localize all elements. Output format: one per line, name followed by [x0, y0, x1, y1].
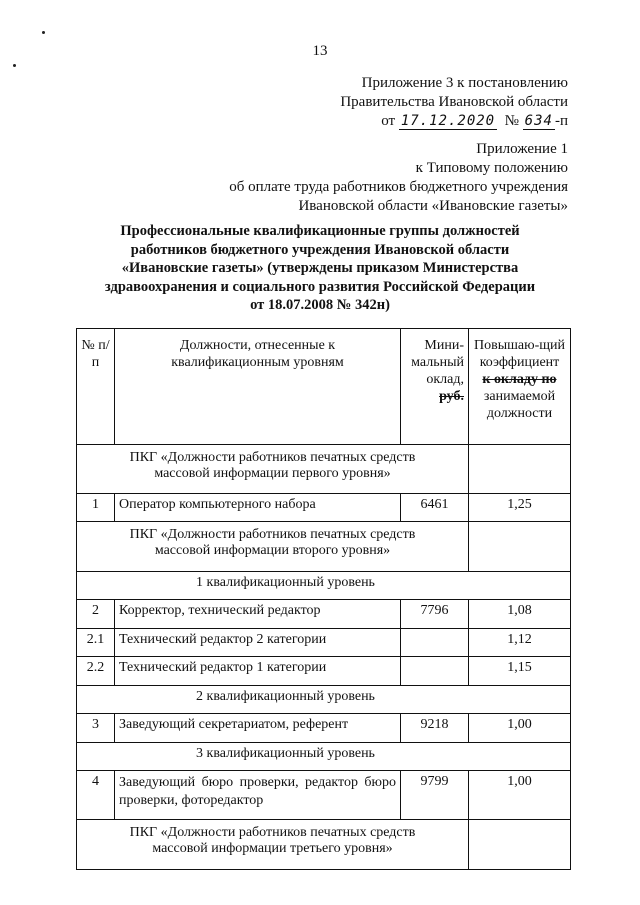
row-salary: 7796 [401, 600, 469, 629]
table-row [77, 657, 571, 686]
row-num: 3 [77, 714, 115, 743]
header-coef-text2: занимаемой должности [483, 389, 556, 421]
appendix-1-line3: об оплате труда работников бюджетного учреждения [229, 179, 568, 195]
table-row [77, 629, 571, 657]
header-position: Должности, отнесенные к квалификационным уровням [115, 329, 401, 445]
appendix-1-line1: Приложение 1 [476, 141, 568, 157]
row-coefficient: 1,15 [469, 657, 571, 686]
table-row [77, 714, 571, 743]
group-heading: ПКГ «Должности работников печатных средств массовой информации второго уровня» [77, 522, 469, 572]
document-title [80, 222, 560, 315]
header-salary-unit: руб. [439, 389, 464, 404]
appendix-3-block [340, 74, 568, 131]
row-position: Технический редактор 2 категории [115, 629, 401, 657]
appendix-1-line2: к Типовому положению [415, 160, 568, 176]
level-heading: 2 квалификационный уровень [77, 686, 571, 714]
level-heading: 3 квалификационный уровень [77, 743, 571, 771]
table-row [77, 572, 571, 600]
number-suffix: -п [554, 113, 568, 129]
header-salary-text: Мини-мальный оклад, [411, 338, 464, 387]
group-heading: ПКГ «Должности работников печатных средств массовой информации третьего уровня» [77, 820, 469, 870]
page-number: 13 [312, 43, 328, 59]
row-position: Оператор компьютерного набора [115, 494, 401, 522]
table-row [77, 600, 571, 629]
scan-speck [13, 64, 16, 67]
row-coefficient: 1,00 [469, 714, 571, 743]
title-line4: здравоохранения и социального развития Российской Федерации [104, 278, 536, 295]
row-num: 1 [77, 494, 115, 522]
date-prefix: от [381, 113, 396, 129]
title-line1: Профессиональные квалификационные группы должностей [120, 223, 520, 239]
number-prefix: № [504, 113, 519, 129]
header-coefficient [469, 329, 571, 445]
appendix-1-line4: Ивановской области «Ивановские газеты» [298, 198, 568, 214]
scan-speck [42, 31, 45, 34]
handwritten-date: 17.12.2020 [400, 113, 496, 129]
appendix-3-line1: Приложение 3 к постановлению [361, 75, 568, 91]
table-header-row [77, 329, 571, 445]
row-salary: 9799 [401, 771, 469, 820]
row-salary [401, 629, 469, 657]
row-salary: 9218 [401, 714, 469, 743]
appendix-3-date-line [340, 112, 568, 131]
row-coefficient: 1,25 [469, 494, 571, 522]
table-row [77, 445, 571, 494]
title-line2: работников бюджетного учреждения Ивановской области [130, 241, 510, 258]
table-row [77, 771, 571, 820]
row-position: Корректор, технический редактор [115, 600, 401, 629]
empty-cell [469, 820, 571, 870]
row-coefficient: 1,00 [469, 771, 571, 820]
row-position: Технический редактор 1 категории [115, 657, 401, 686]
title-line5: от 18.07.2008 № 342н) [250, 297, 390, 313]
header-coef-text: Повышаю-щий коэффициент [473, 338, 565, 370]
title-line3: «Ивановские газеты» (утверждены приказом Министерства [121, 260, 519, 276]
row-position: Заведующий секретариатом, референт [115, 714, 401, 743]
header-coef-struck: к окладу по [482, 372, 557, 387]
row-coefficient: 1,08 [469, 600, 571, 629]
appendix-3-line2: Правительства Ивановской области [340, 94, 568, 110]
table-row [77, 522, 571, 572]
row-num: 4 [77, 771, 115, 820]
row-salary [401, 657, 469, 686]
row-num: 2 [77, 600, 115, 629]
table-row [77, 686, 571, 714]
row-num: 2.2 [77, 657, 115, 686]
level-heading: 1 квалификационный уровень [77, 572, 571, 600]
empty-cell [469, 445, 571, 494]
table-row [77, 820, 571, 870]
row-num: 2.1 [77, 629, 115, 657]
table-row [77, 743, 571, 771]
appendix-1-block [229, 140, 568, 216]
qualification-table [76, 328, 571, 870]
header-num: № п/п [77, 329, 115, 445]
row-salary: 6461 [401, 494, 469, 522]
header-salary [401, 329, 469, 445]
row-coefficient: 1,12 [469, 629, 571, 657]
table-row [77, 494, 571, 522]
group-heading: ПКГ «Должности работников печатных средств массовой информации первого уровня» [77, 445, 469, 494]
row-position: Заведующий бюро проверки, редактор бюро проверки, фоторедактор [115, 771, 401, 820]
empty-cell [469, 522, 571, 572]
handwritten-number: 634 [524, 113, 553, 129]
